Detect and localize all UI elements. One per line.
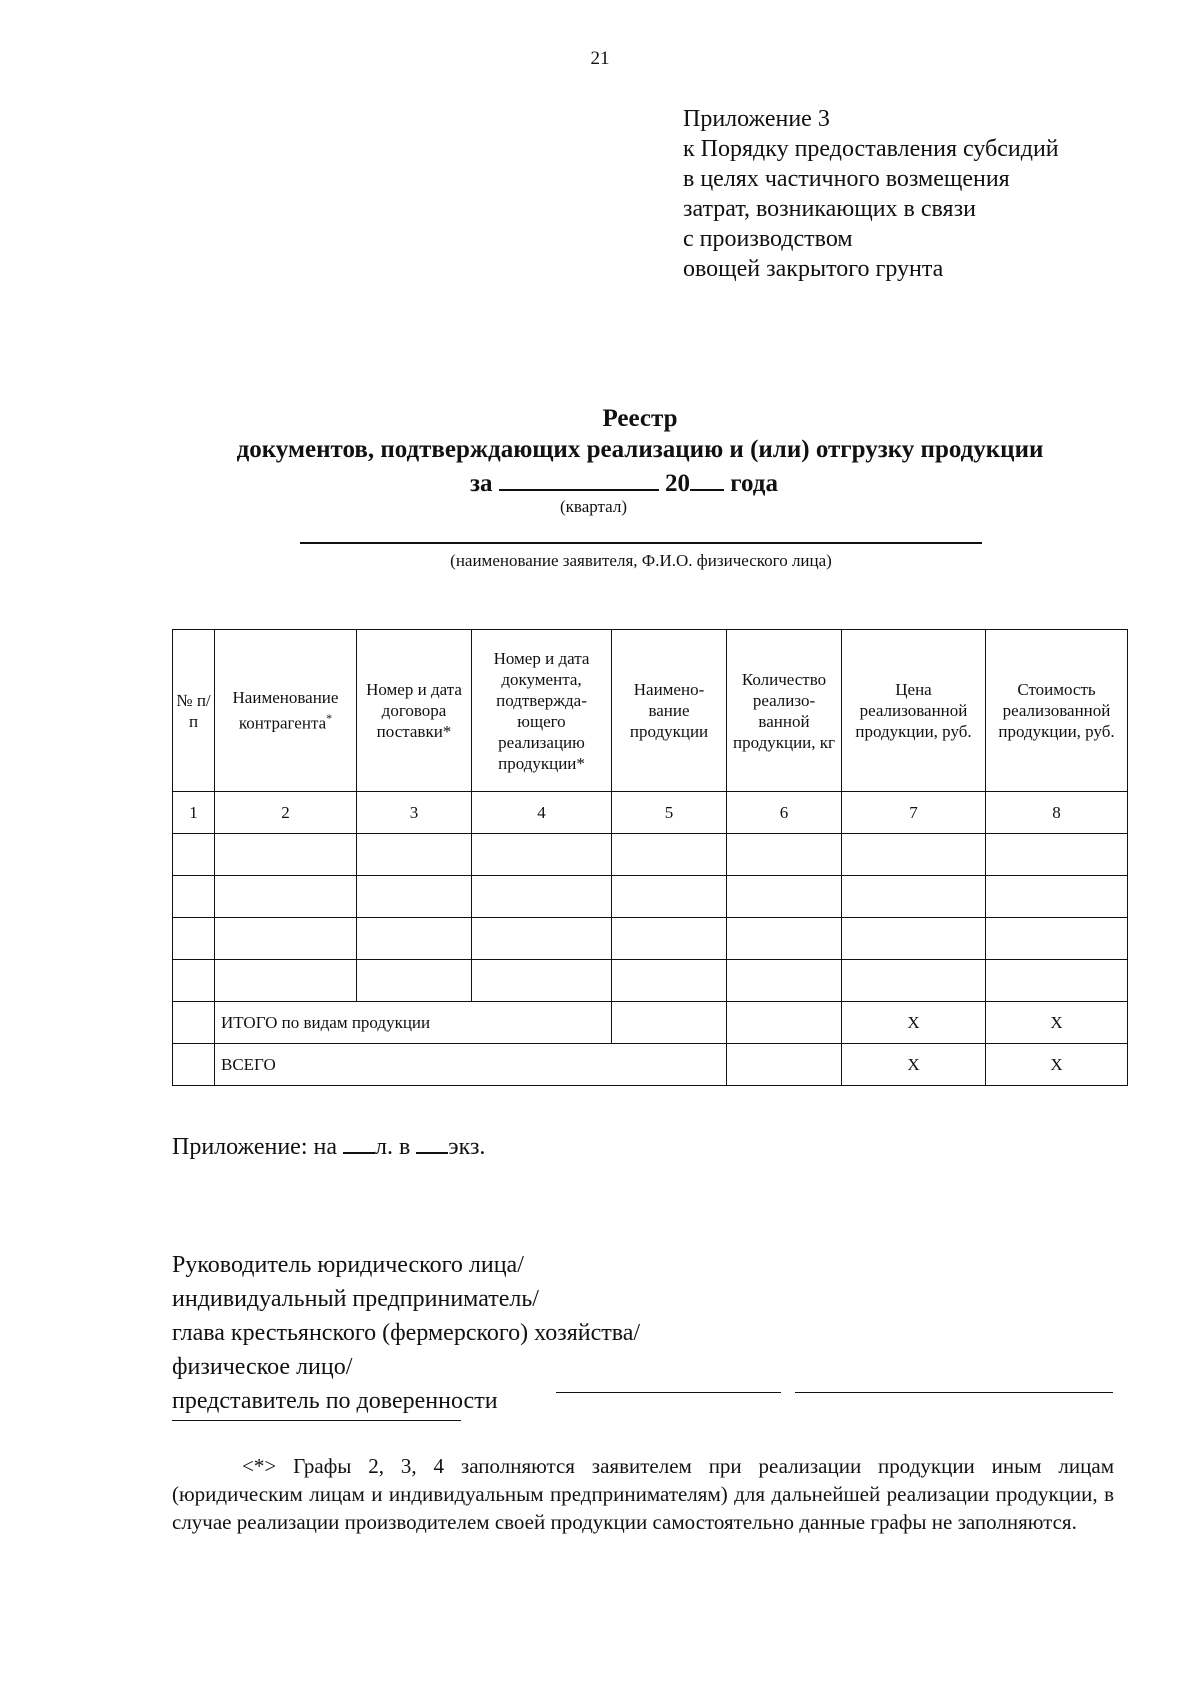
footnote-text: <*> Графы 2, 3, 4 заполняются заявителем при реализации продукции иным лицам (юридическим лицам и индивидуальным предпринимателям) для дальнейшей реализации продукции, в случае реализации производителем своей продукции самостоятельно данные графы не заполняются. — [172, 1454, 1114, 1534]
header-cell: Наимено-вание продукции — [612, 630, 727, 792]
x-mark: X — [986, 1044, 1128, 1086]
column-number: 3 — [357, 792, 472, 834]
table-cell[interactable] — [472, 876, 612, 918]
table-cell[interactable] — [986, 960, 1128, 1002]
total-label: ИТОГО по видам продукции — [215, 1002, 612, 1044]
table-row — [173, 834, 1128, 876]
attachment-sheets: л. в — [374, 1134, 411, 1160]
table-row — [173, 876, 1128, 918]
header-cell: № п/п — [173, 630, 215, 792]
header-cell: Стоимость реализованной продукции, руб. — [986, 630, 1128, 792]
x-mark: X — [842, 1044, 986, 1086]
header-cell: Количество реализо-ванной продукции, кг — [727, 630, 842, 792]
table-cell — [173, 1044, 215, 1086]
table-cell[interactable] — [727, 918, 842, 960]
table-cell[interactable] — [612, 834, 727, 876]
table-cell[interactable] — [986, 876, 1128, 918]
signature-blank[interactable] — [556, 1392, 781, 1393]
header-cell: Номер и дата документа, подтвержда-ющего реализацию продукции* — [472, 630, 612, 792]
appendix-block — [683, 104, 1059, 284]
table-cell[interactable] — [727, 834, 842, 876]
header-cell: Номер и дата договора поставки* — [357, 630, 472, 792]
footnote — [172, 1452, 1114, 1536]
period-prefix: за — [470, 470, 493, 497]
signature-line: глава крестьянского (фермерского) хозяйства/ — [172, 1320, 641, 1346]
applicant-note: (наименование заявителя, Ф.И.О. физического лица) — [450, 551, 832, 570]
table-cell[interactable] — [173, 918, 215, 960]
column-number: 7 — [842, 792, 986, 834]
table-cell[interactable] — [215, 876, 357, 918]
table-cell[interactable] — [357, 876, 472, 918]
table-cell[interactable] — [357, 918, 472, 960]
table-cell[interactable] — [173, 834, 215, 876]
table-cell[interactable] — [727, 1002, 842, 1044]
table-cell[interactable] — [612, 1002, 727, 1044]
signature-line: индивидуальный предприниматель/ — [172, 1286, 539, 1312]
column-number: 1 — [173, 792, 215, 834]
appendix-line: с производством — [683, 226, 853, 252]
registry-table — [172, 629, 1128, 1086]
copies-blank[interactable] — [416, 1130, 448, 1154]
table-cell[interactable] — [842, 960, 986, 1002]
table-cell[interactable] — [842, 918, 986, 960]
page-number: 21 — [590, 48, 610, 69]
table-cell[interactable] — [842, 834, 986, 876]
table-cell[interactable] — [727, 1044, 842, 1086]
x-mark: X — [842, 1002, 986, 1044]
column-number: 6 — [727, 792, 842, 834]
header-cell-text: Наименование контрагента — [232, 688, 339, 733]
header-cell — [215, 630, 357, 792]
appendix-line: в целях частичного возмещения — [683, 166, 1010, 192]
signature-line: представитель по доверенности — [172, 1388, 498, 1414]
quarter-note: (квартал) — [560, 497, 628, 516]
signature-line: физическое лицо/ — [172, 1354, 353, 1380]
table-cell[interactable] — [472, 960, 612, 1002]
year-blank[interactable] — [690, 467, 724, 491]
column-number-row — [173, 792, 1128, 834]
name-blank[interactable] — [795, 1392, 1113, 1393]
column-number: 8 — [986, 792, 1128, 834]
period-suffix: года — [730, 470, 778, 497]
attachment-line — [172, 1130, 485, 1161]
grand-total-label: ВСЕГО — [215, 1044, 727, 1086]
period-line — [470, 467, 830, 498]
column-number: 4 — [472, 792, 612, 834]
x-mark: X — [986, 1002, 1128, 1044]
table-cell[interactable] — [612, 918, 727, 960]
table-cell[interactable] — [215, 918, 357, 960]
table-cell[interactable] — [612, 960, 727, 1002]
year-prefix: 20 — [665, 470, 691, 497]
total-row — [173, 1002, 1128, 1044]
signature-line: Руководитель юридического лица/ — [172, 1252, 524, 1278]
table-cell[interactable] — [215, 960, 357, 1002]
table-cell[interactable] — [842, 876, 986, 918]
appendix-line: Приложение 3 — [683, 106, 830, 132]
table-row — [173, 960, 1128, 1002]
table-cell[interactable] — [472, 918, 612, 960]
attachment-label: Приложение: на — [172, 1134, 337, 1160]
quarter-blank[interactable] — [499, 467, 659, 491]
appendix-line: к Порядку предоставления субсидий — [683, 136, 1059, 162]
header-asterisk: * — [326, 711, 333, 726]
table-cell[interactable] — [173, 960, 215, 1002]
applicant-blank[interactable] — [300, 542, 982, 544]
grand-total-row — [173, 1044, 1128, 1086]
table-cell[interactable] — [727, 876, 842, 918]
table-cell[interactable] — [357, 960, 472, 1002]
table-cell[interactable] — [986, 834, 1128, 876]
table-cell[interactable] — [472, 834, 612, 876]
document-subtitle: документов, подтверждающих реализацию и (или) отгрузку продукции — [236, 436, 1044, 463]
column-number: 5 — [612, 792, 727, 834]
column-number: 2 — [215, 792, 357, 834]
table-row — [173, 918, 1128, 960]
table-cell — [173, 1002, 215, 1044]
table-cell[interactable] — [357, 834, 472, 876]
table-cell[interactable] — [986, 918, 1128, 960]
appendix-line: затрат, возникающих в связи — [683, 196, 976, 222]
table-cell[interactable] — [612, 876, 727, 918]
appendix-line: овощей закрытого грунта — [683, 256, 944, 282]
header-cell: Цена реализованной продукции, руб. — [842, 630, 986, 792]
table-cell[interactable] — [173, 876, 215, 918]
table-cell[interactable] — [215, 834, 357, 876]
document-title: Реестр — [602, 405, 678, 432]
sheets-blank[interactable] — [343, 1130, 375, 1154]
attachment-copies: экз. — [448, 1134, 486, 1160]
table-cell[interactable] — [727, 960, 842, 1002]
footnote-divider — [172, 1420, 461, 1421]
